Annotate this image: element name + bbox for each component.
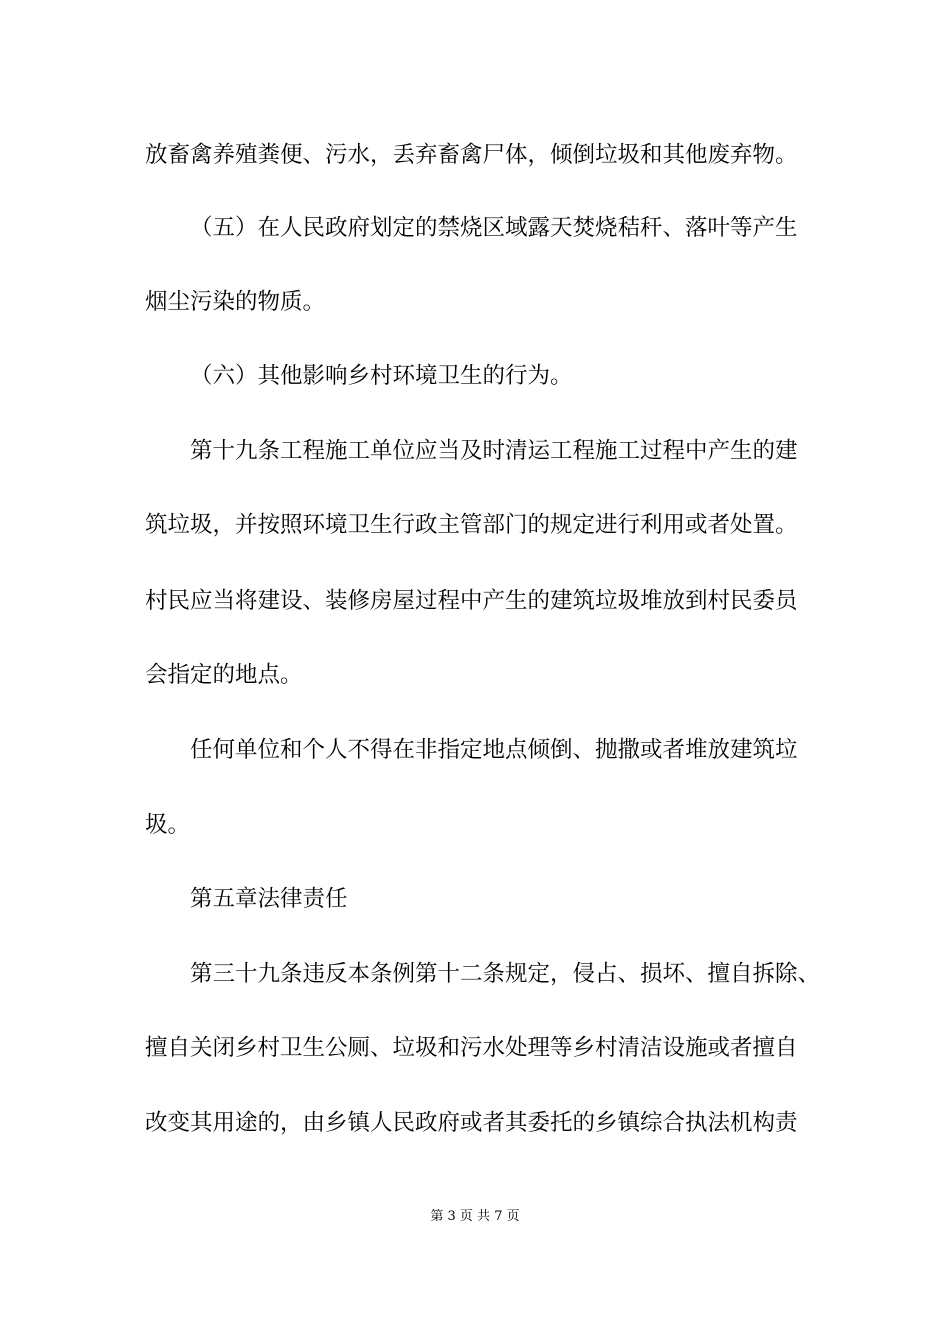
page-footer [0,1208,950,1226]
body-text-line: 第十九条工程施工单位应当及时清运工程施工过程中产生的建 [190,438,798,464]
body-text-line: 烟尘污染的物质。 [145,289,326,315]
body-text-line: 第三十九条违反本条例第十二条规定，侵占、损坏、擅自拆除、 [190,961,821,987]
page-number: 第 3 页 共 7 页 [430,1209,520,1224]
body-text-line: 改变其用途的，由乡镇人民政府或者其委托的乡镇综合执法机构责 [145,1110,798,1136]
chapter-heading: 第五章法律责任 [190,886,348,912]
body-text-line: 村民应当将建设、装修房屋过程中产生的建筑垃圾堆放到村民委员 [145,588,798,614]
body-text-line: 圾。 [145,812,191,838]
body-text-line: 擅自关闭乡村卫生公厕、垃圾和污水处理等乡村清洁设施或者擅自 [145,1035,798,1061]
body-text-line: 筑垃圾，并按照环境卫生行政主管部门的规定进行利用或者处置。 [145,512,798,538]
body-text-line: 任何单位和个人不得在非指定地点倾倒、抛撒或者堆放建筑垃 [190,737,798,763]
body-text-line: （五）在人民政府划定的禁烧区域露天焚烧秸秆、落叶等产生 [190,215,798,241]
body-text-line: （六）其他影响乡村环境卫生的行为。 [190,363,573,389]
body-text-line: 放畜禽养殖粪便、污水，丢弃畜禽尸体，倾倒垃圾和其他废弃物。 [145,142,798,168]
body-text-line: 会指定的地点。 [145,662,303,688]
